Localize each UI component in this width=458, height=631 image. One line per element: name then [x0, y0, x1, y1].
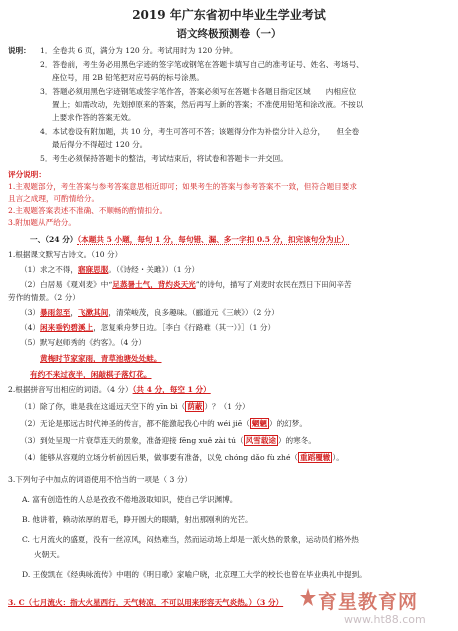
instruction-item: 5．考生必须保持答题卡的整洁，考试结束后，将试卷和答题卡一并交回。 [40, 154, 288, 163]
grading-item: 且言之成理，可酌情给分。 [8, 194, 100, 203]
q2-item-answer: 荫蔽 [187, 402, 203, 411]
q1-part4-source: ，忽复乘舟梦日边。［李白《行路难（其一）》］（1 分） [93, 323, 276, 332]
page-subtitle: 语文终极预测卷（一） [176, 28, 282, 40]
question-3-answer: 3. C（七月流火：指大火星西行，天气转凉，不可以用来形容天气炎热。）（3 分） [8, 598, 284, 607]
question-2-prompt: 2.根据拼音写出相应的词语。（4 分） [8, 385, 133, 394]
section-heading: 一、（24 分） [30, 235, 78, 244]
q1-part3-source: ，清荣峻茂，良多趣味。（郦道元《三峡》）（2 分） [108, 308, 279, 317]
q1-part2-answer: 足蒸暑土气，背灼炎天光 [112, 280, 196, 289]
q1-part1-source: 。（《诗经・关雎》）（1 分） [108, 265, 200, 274]
q2-item-score: ）的幻梦。 [268, 419, 307, 428]
q1-part3-comma: ， [70, 308, 78, 317]
q1-part3-label: （3） [20, 308, 41, 317]
q3-option-c-cont: 火朝天。 [34, 550, 65, 559]
q3-option-a: A. 富有创造性的人总是孜孜不倦地汲取知识，使自己学识渊博。 [22, 495, 238, 504]
q1-part2-text: （2）白居易《观刈麦》中“ [20, 280, 113, 289]
section-scoring-note: （本题共 5 小题，每句 1 分，每句错、漏、多一字扣 0.5 分，扣完该句分为止） [77, 235, 349, 244]
question-1-prompt: 1.根据课文默写古诗文。（10 分） [8, 250, 123, 259]
q2-item-answer: 重蹈覆辙 [300, 453, 331, 462]
instruction-item: 上要求作答的答案无效。 [52, 113, 136, 122]
q1-part5-answer-line2: 有约不来过夜半，闲敲棋子落灯花。 [30, 370, 152, 379]
instruction-item: 3．答题必须用黑色字迹钢笔或签字笔作答，答案必须写在答题卡各题目指定区域 内相应位 [40, 87, 357, 96]
grading-item: 3.附加题从严给分。 [8, 218, 76, 227]
q2-item-answer: 风雪载途 [245, 436, 276, 445]
grading-item: 2.主观题答案表述不准确、不顺畅的酌情扣分。 [8, 206, 168, 215]
q2-item-score: ）的寒冬。 [277, 436, 316, 445]
q2-item-text: （1）除了你，谁是我在这遥远天空下的 yīn bì（ [20, 402, 186, 411]
instruction-item: 2．答卷前，考生务必用黑色字迹的签字笔或钢笔在答题卡填写自己的准考证号、姓名、考场号、 [40, 60, 364, 69]
q1-part5-text: （5）默写赵师秀的《约客》。（4 分） [20, 338, 146, 347]
question-2-scoring-note: （共 4 分，每空 1 分） [132, 385, 211, 394]
q3-option-b: B. 他讲着，赖动浓厚的眉毛，睁开圆大的眼睛，射出那刚利的光芒。 [22, 515, 253, 524]
q1-part3-answer-b: 飞漱其间 [78, 308, 109, 317]
q2-item-answer: 魍魉 [251, 419, 267, 428]
q2-item-score: ）？（1 分） [204, 402, 250, 411]
instruction-item: 4．本试卷设有附加题，共 10 分，考生可答可不答；该题得分作为补偿分计入总分， 但全卷 [40, 127, 360, 136]
page-title: 2019 年广东省初中毕业生学业考试 [132, 8, 326, 22]
q1-part1-text: （1）求之不得， [20, 265, 78, 274]
instructions-label: 说明： [8, 46, 31, 55]
watermark-title: 育星教育网 [318, 591, 419, 613]
question-3-prompt: 3.下列句子中加点的词语使用不恰当的一项是（ 3 分） [8, 475, 192, 484]
q1-part1-answer: 寤寐思服 [78, 265, 109, 274]
q1-part2-text-cont: ”的诗句，描写了刈麦时农民在烈日下田间辛苦 [195, 280, 352, 289]
watermark-url: www.ht88.com [344, 613, 426, 626]
q2-item-score: ）。 [332, 453, 344, 462]
star-logo-icon [300, 587, 316, 611]
q2-item-text: （2）无论是那远古时代神圣的传言，都不能激起我心中的 wéi jiē（ [20, 419, 250, 428]
q2-item-text: （4）能够从容观的立场分析前因后果，做事要有准备，以免 chóng dǎo fù zhé（ [20, 453, 299, 462]
q3-option-c: C. 七月流火的盛夏，没有一丝凉风，闷热难当，然而运动场上却是一派火热的景象，运动员们格外热 [22, 535, 359, 544]
grading-item: 1.主观题部分，考生答案与参考答案意思相近即可；如果考生的答案与参考答案不一致，但符合题目要求 [8, 182, 357, 191]
watermark [300, 585, 458, 631]
instruction-item: 1．全卷共 6 页，满分为 120 分。考试用时为 120 分钟。 [40, 46, 238, 55]
instruction-item: 座位号，用 2B 铅笔把对应号码的标号涂黑。 [52, 73, 204, 82]
instruction-item: 最后得分不得超过 120 分。 [52, 140, 148, 149]
instruction-item: 置上；如需改动，先划掉原来的答案，然后再写上新的答案；不准使用铅笔和涂改液。不按以 [52, 100, 364, 109]
grading-heading: 评分说明： [8, 170, 46, 179]
q1-part3-answer-a: 暴雨忽至 [40, 308, 71, 317]
q3-option-d: D. 王俊凯在《经典咏流传》中唱的《明日歌》家喻户晓，北京理工大学的校长也曾在毕业典礼中提到。 [22, 570, 367, 579]
q1-part5-answer-line1: 黄梅时节家家雨，青草池塘处处蛙。 [40, 354, 162, 363]
q2-item-text: （3）到处呈现一片衰草连天的景象，准备迎接 fēng xuě zài tú（ [20, 436, 244, 445]
q1-part2-text-end: 劳作的情景。（2 分） [8, 293, 80, 302]
q1-part4-answer: 闲来垂钓碧溪上 [40, 323, 94, 332]
q1-part4-label: （4） [20, 323, 41, 332]
